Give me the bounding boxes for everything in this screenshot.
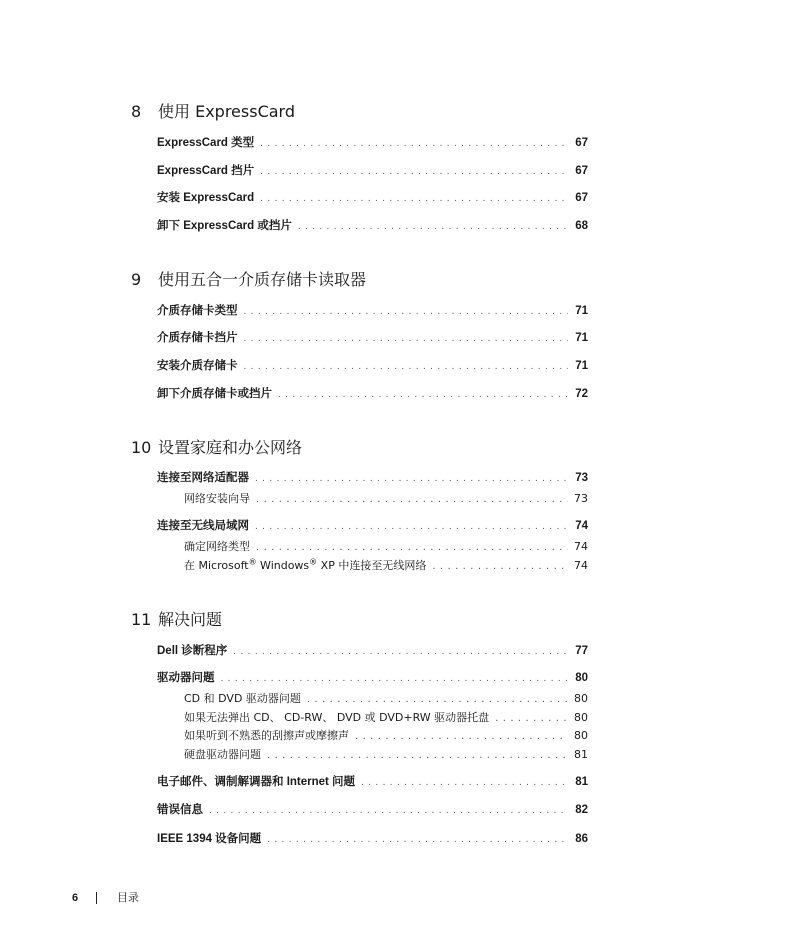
dot-leader [267,832,568,848]
entry-page: 71 [575,360,588,372]
dot-leader [495,711,568,727]
entry-label: Dell 诊断程序 [157,645,228,657]
toc-entry[interactable] [157,831,588,847]
entry-label: 卸下介质存储卡或挡片 [157,388,272,400]
entry-page: 86 [575,833,588,845]
entry-page: 67 [575,165,588,177]
chapter-heading [131,102,295,122]
entry-page: 72 [575,388,588,400]
dot-leader [255,519,568,535]
chapter-title[interactable]: 解决问题 [158,610,223,629]
entry-page: 71 [575,332,588,344]
dot-leader [278,387,568,403]
chapter-heading [131,438,303,458]
dot-leader [432,559,568,575]
entry-page: 74 [575,520,588,532]
toc-subentry[interactable] [184,691,588,707]
entry-page: 77 [575,645,588,657]
label-text: Windows [256,559,310,572]
entry-label: 安装 ExpressCard [157,192,255,204]
entry-label: CD 和 DVD 驱动器问题 [184,692,301,705]
dot-leader [221,671,569,687]
entry-label: 介质存储卡挡片 [157,332,238,344]
toc-subentry[interactable] [184,728,588,744]
entry-label: 错误信息 [157,804,203,816]
label-text: 在 Microsoft [184,559,249,572]
toc-entry[interactable] [157,802,588,818]
chapter-heading [131,610,223,630]
dot-leader [298,219,568,235]
entry-label: 安装介质存储卡 [157,360,238,372]
dot-leader [244,331,569,347]
entry-page: 68 [575,220,588,232]
dot-leader [355,729,568,745]
toc-entry[interactable] [157,330,588,346]
entry-page: 74 [574,559,588,572]
dot-leader [233,644,568,660]
entry-label: 如果听到不熟悉的刮擦声或摩擦声 [184,729,349,742]
registered-mark: ® [309,557,318,567]
toc-entry[interactable] [157,163,588,179]
entry-label: 确定网络类型 [184,540,250,553]
entry-page: 80 [575,672,588,684]
toc-entry[interactable] [157,470,588,486]
chapter-number: 8 [131,102,142,121]
entry-label: ExpressCard 类型 [157,137,255,149]
entry-page: 81 [575,776,588,788]
entry-label: 连接至无线局域网 [157,520,249,532]
entry-label: 电子邮件、调制解调器和 Internet 问题 [157,776,356,788]
entry-label: 硬盘驱动器问题 [184,748,261,761]
entry-page: 74 [574,540,588,553]
dot-leader [307,692,568,708]
toc-entry[interactable] [157,386,588,402]
dot-leader [361,775,568,791]
dot-leader [260,191,568,207]
entry-page: 82 [575,804,588,816]
chapter-number: 10 [131,438,152,457]
toc-subentry[interactable] [184,710,588,726]
toc-entry[interactable] [157,303,588,319]
chapter-title[interactable]: 使用五合一介质存储卡读取器 [158,270,367,289]
dot-leader [209,803,568,819]
chapter-heading [131,270,367,290]
entry-page: 67 [575,137,588,149]
toc-subentry[interactable] [184,539,588,555]
dot-leader [255,471,568,487]
toc-entry[interactable] [157,135,588,151]
dot-leader [256,540,568,556]
toc-subentry[interactable] [184,558,588,574]
chapter-number: 9 [131,270,142,289]
chapter-number: 11 [131,610,152,629]
footer-page-number: 6 [72,892,79,904]
chapter-title[interactable]: 使用 ExpressCard [158,102,295,121]
entry-label: IEEE 1394 设备问题 [157,833,262,845]
toc-entry[interactable] [157,643,588,659]
entry-label: 如果无法弹出 CD、 CD-RW、 DVD 或 DVD+RW 驱动器托盘 [184,711,490,724]
entry-label: 介质存储卡类型 [157,305,238,317]
entry-label: 驱动器问题 [157,672,215,684]
toc-entry[interactable] [157,358,588,374]
dot-leader [256,492,568,508]
entry-page: 81 [574,748,588,761]
entry-label: ExpressCard 挡片 [157,165,255,177]
entry-page: 71 [575,305,588,317]
entry-label [184,558,426,574]
dot-leader [244,304,569,320]
footer-divider [96,892,97,904]
entry-label: 连接至网络适配器 [157,472,249,484]
entry-page: 67 [575,192,588,204]
toc-subentry[interactable] [184,491,588,507]
toc-entry[interactable] [157,190,588,206]
entry-page: 80 [574,711,588,724]
dot-leader [244,359,569,375]
registered-mark: ® [248,557,257,567]
entry-page: 80 [574,692,588,705]
dot-leader [267,748,568,764]
entry-page: 73 [574,492,588,505]
dot-leader [260,136,568,152]
toc-entry[interactable] [157,218,588,234]
entry-label: 卸下 ExpressCard 或挡片 [157,220,292,232]
toc-entry[interactable] [157,774,588,790]
chapter-title[interactable]: 设置家庭和办公网络 [158,438,303,457]
label-text: XP 中连接至无线网络 [317,559,427,572]
footer-section-label: 目录 [117,891,139,904]
entry-page: 80 [574,729,588,742]
dot-leader [260,164,568,180]
toc-entry[interactable] [157,518,588,534]
toc-entry[interactable] [157,670,588,686]
entry-page: 73 [575,472,588,484]
entry-label: 网络安装向导 [184,492,250,505]
toc-subentry[interactable] [184,747,588,763]
